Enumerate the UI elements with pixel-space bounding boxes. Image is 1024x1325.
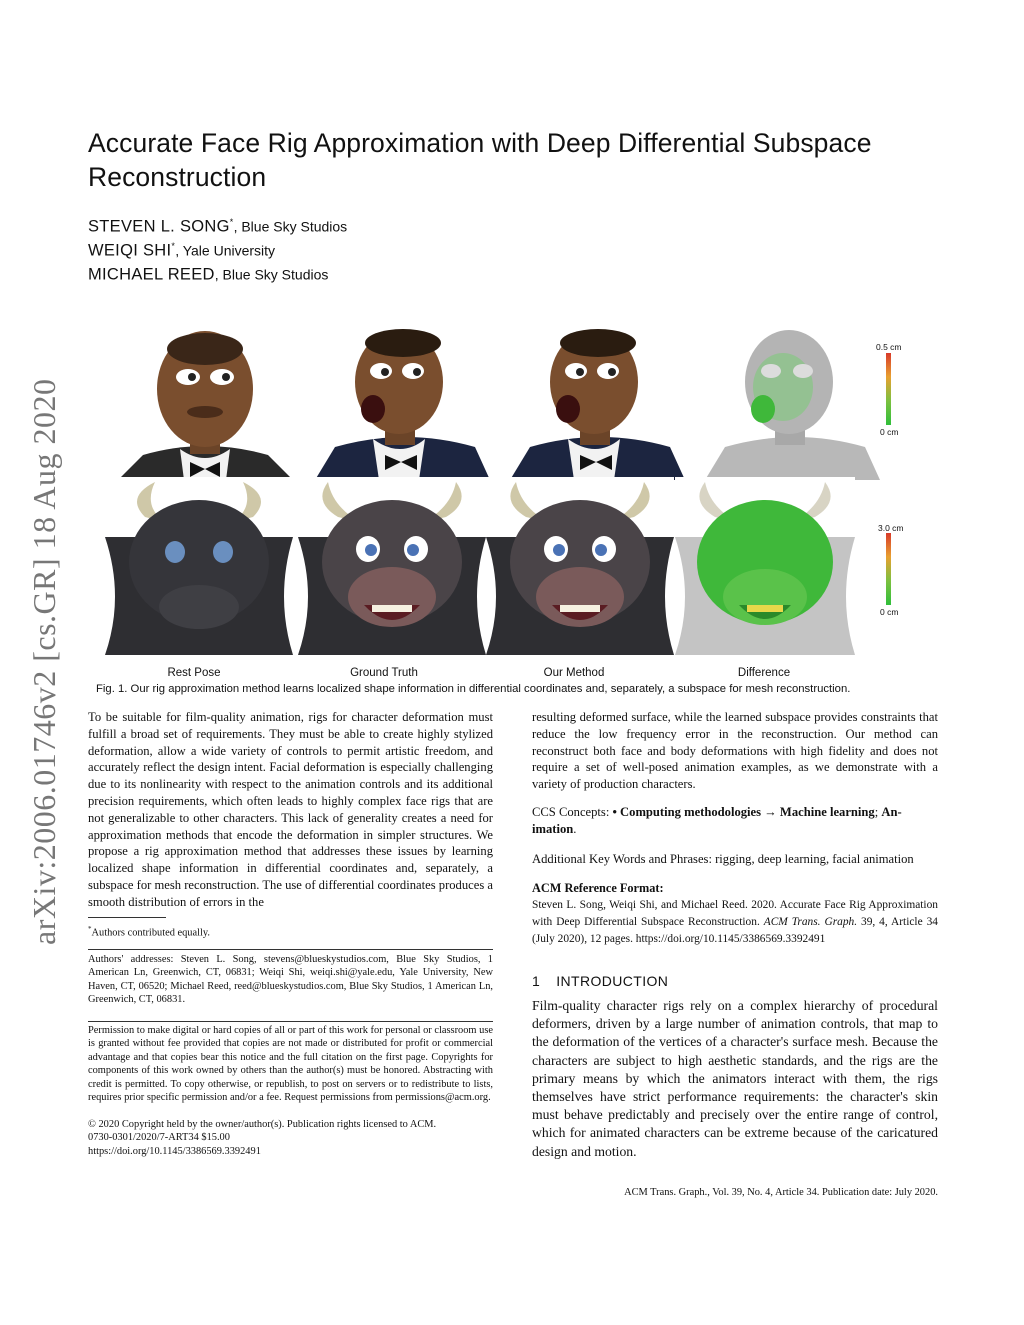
rest-pose-human-image (118, 327, 293, 480)
arxiv-sidebar (18, 345, 66, 945)
author-name: WEIQI SHI (88, 241, 172, 260)
ground-truth-bull-image (298, 477, 486, 655)
colorbar-bottom (886, 533, 891, 605)
author-1 (88, 212, 347, 237)
ccs-concept-1: Computing methodologies → Machine learning (620, 805, 875, 819)
addresses-rule (88, 949, 493, 950)
issn-line: 0730-0301/2020/7-ART34 $15.00 (88, 1132, 230, 1144)
ccs-label: CCS Concepts: (532, 805, 613, 819)
paper-title (88, 126, 948, 194)
colorbar-top-min-label: 0 cm (880, 427, 899, 437)
acm-reference-journal: ACM Trans. Graph. (763, 915, 858, 928)
section-number: 1 (532, 973, 541, 989)
ccs-concept-2a: An- (881, 805, 902, 819)
title-line-1: Accurate Face Rig Approximation with Deep Differential Subspace (88, 128, 872, 158)
acm-reference-text (532, 897, 938, 947)
author-name: MICHAEL REED (88, 265, 215, 284)
acm-reference-details: 39, 4, Article 34 (July 2020), 12 pages. https://doi.org/10.1145/3386569.3392491 (532, 915, 938, 945)
author-3 (88, 260, 328, 285)
author-affiliation: , Yale University (175, 242, 276, 259)
figure-caption: Fig. 1. Our rig approximation method learns localized shape information in differential coordinates and, separately, a subspace for mesh reconstruction. (96, 683, 851, 695)
difference-bull-image (675, 477, 855, 655)
colorbar-top (886, 353, 891, 425)
our-method-bull-image (486, 477, 674, 655)
arxiv-identifier: arXiv:2006.01746v2 [cs.GR] 18 Aug 2020 (26, 378, 62, 945)
author-addresses: Authors' addresses: Steven L. Song, stevens@blueskystudios.com, Blue Sky Studios, 1 American Ln, Greenwich, CT, 06831; Weiqi Shi, weiqi.shi@yale.edu, Yale University, New Haven, CT, 06520; Michael Reed, reed@blueskystudios.com, Blue Sky Studios, 1 American Ln, Greenwich, CT, 06831. (88, 954, 493, 1006)
permission-rule (88, 1021, 493, 1022)
abstract-left: To be suitable for film-quality animation, rigs for character deformation must fulfill a broad set of requirements. They must be able to create highly stylized deformation, allow a wide variety of controls to permit artistic freedom, and accurately reflect the design intent. Facial deformation is especially challenging due to its nonlinearity with respect to the animation controls and its additional precision requirements, which often leads to highly complex face rigs that are not generalizable to other characters. This lack of generality creates a need for approximation methods that encode the deformation in simpler structures. We propose a rig approximation method that addresses these issues by learning localized shape information in differential coordinates and, separately, a subspace for mesh reconstruction. The use of differential coordinates produces a smooth distribution of errors in the (88, 710, 493, 909)
author-mark: * (229, 217, 234, 227)
permission-notice: Permission to make digital or hard copies of all or part of this work for personal or classroom use is granted without fee provided that copies are not made or distributed for profit or commercial advantage and that copies bear this notice and the full citation on the first page. Copyrights for components of this work owned by others than the author(s) must be honored. Abstracting with credit is permitted. To copy otherwise, or republish, to post on servers or to redistribute to lists, requires prior specific permission and/or a fee. Request permissions from permissions@acm.org. (88, 1025, 493, 1104)
author-affiliation: , Blue Sky Studios (233, 218, 348, 235)
rest-pose-bull-image (105, 477, 293, 655)
acm-reference-citation: Steven L. Song, Weiqi Shi, and Michael Reed. 2020. Accurate Face Rig Approximation with Deep Differential Subspace Reconstruction. (532, 899, 938, 928)
title-line-2: Reconstruction (88, 162, 267, 192)
column-label-our-method: Our Method (543, 667, 605, 679)
ccs-concepts (532, 804, 938, 838)
our-method-human-image (510, 327, 685, 480)
section-heading-introduction (532, 973, 938, 989)
copyright-block (88, 1118, 493, 1158)
colorbar-bottom-max-label: 3.0 cm (878, 523, 904, 533)
column-label-difference: Difference (737, 667, 791, 679)
footnote-rule (88, 917, 166, 918)
author-mark: * (171, 241, 176, 251)
page-footer: ACM Trans. Graph., Vol. 39, No. 4, Article 34. Publication date: July 2020. (624, 1187, 938, 1198)
introduction-paragraph: Film-quality character rigs rely on a complex hierarchy of procedural deformers, driven by a large number of animation controls, that map to the deformation of the vertices of a character's surface mesh. Because the characters are subject to high aesthetic standards, and the rigs are the primary means by which the animators interact with them, the rigs themselves have strict performance requirements: the character's skin must behave predictably and precisely over the entire range of control, which for animated characters can be extreme because of the caricatured design and motion. (532, 998, 938, 1159)
copyright-line: © 2020 Copyright held by the owner/author(s). Publication rights licensed to ACM. (88, 1119, 437, 1130)
section-title: INTRODUCTION (556, 973, 669, 989)
author-2 (88, 236, 275, 261)
author-name: STEVEN L. SONG (88, 217, 230, 236)
ccs-end: . (573, 821, 577, 836)
ground-truth-human-image (315, 327, 490, 480)
column-label-rest-pose: Rest Pose (167, 667, 221, 679)
author-affiliation: , Blue Sky Studios (214, 266, 329, 283)
keywords: Additional Key Words and Phrases: rigging, deep learning, facial animation (532, 852, 914, 866)
colorbar-bottom-min-label: 0 cm (880, 607, 899, 617)
abstract-right: resulting deformed surface, while the learned subspace provides constraints that reduce the low frequency error in the reconstruction. Our method can reconstruct both face and body deformations with high fidelity and does not require a set of well-posed animation examples, as we demonstrate with a variety of production characters. (532, 710, 938, 792)
footnote-equal-contribution: *Authors contributed equally. (88, 925, 211, 939)
ccs-bullet: • (612, 805, 621, 819)
acm-reference-heading: ACM Reference Format: (532, 881, 664, 895)
difference-human-image (705, 327, 880, 480)
ccs-concept-2b: imation (532, 821, 574, 836)
footnote-text: Authors contributed equally. (91, 927, 211, 939)
colorbar-top-max-label: 0.5 cm (876, 342, 902, 352)
doi-line: https://doi.org/10.1145/3386569.3392491 (88, 1145, 261, 1157)
column-label-ground-truth: Ground Truth (350, 667, 418, 679)
ccs-separator: ; (874, 805, 882, 819)
teaser-figure (100, 325, 940, 665)
